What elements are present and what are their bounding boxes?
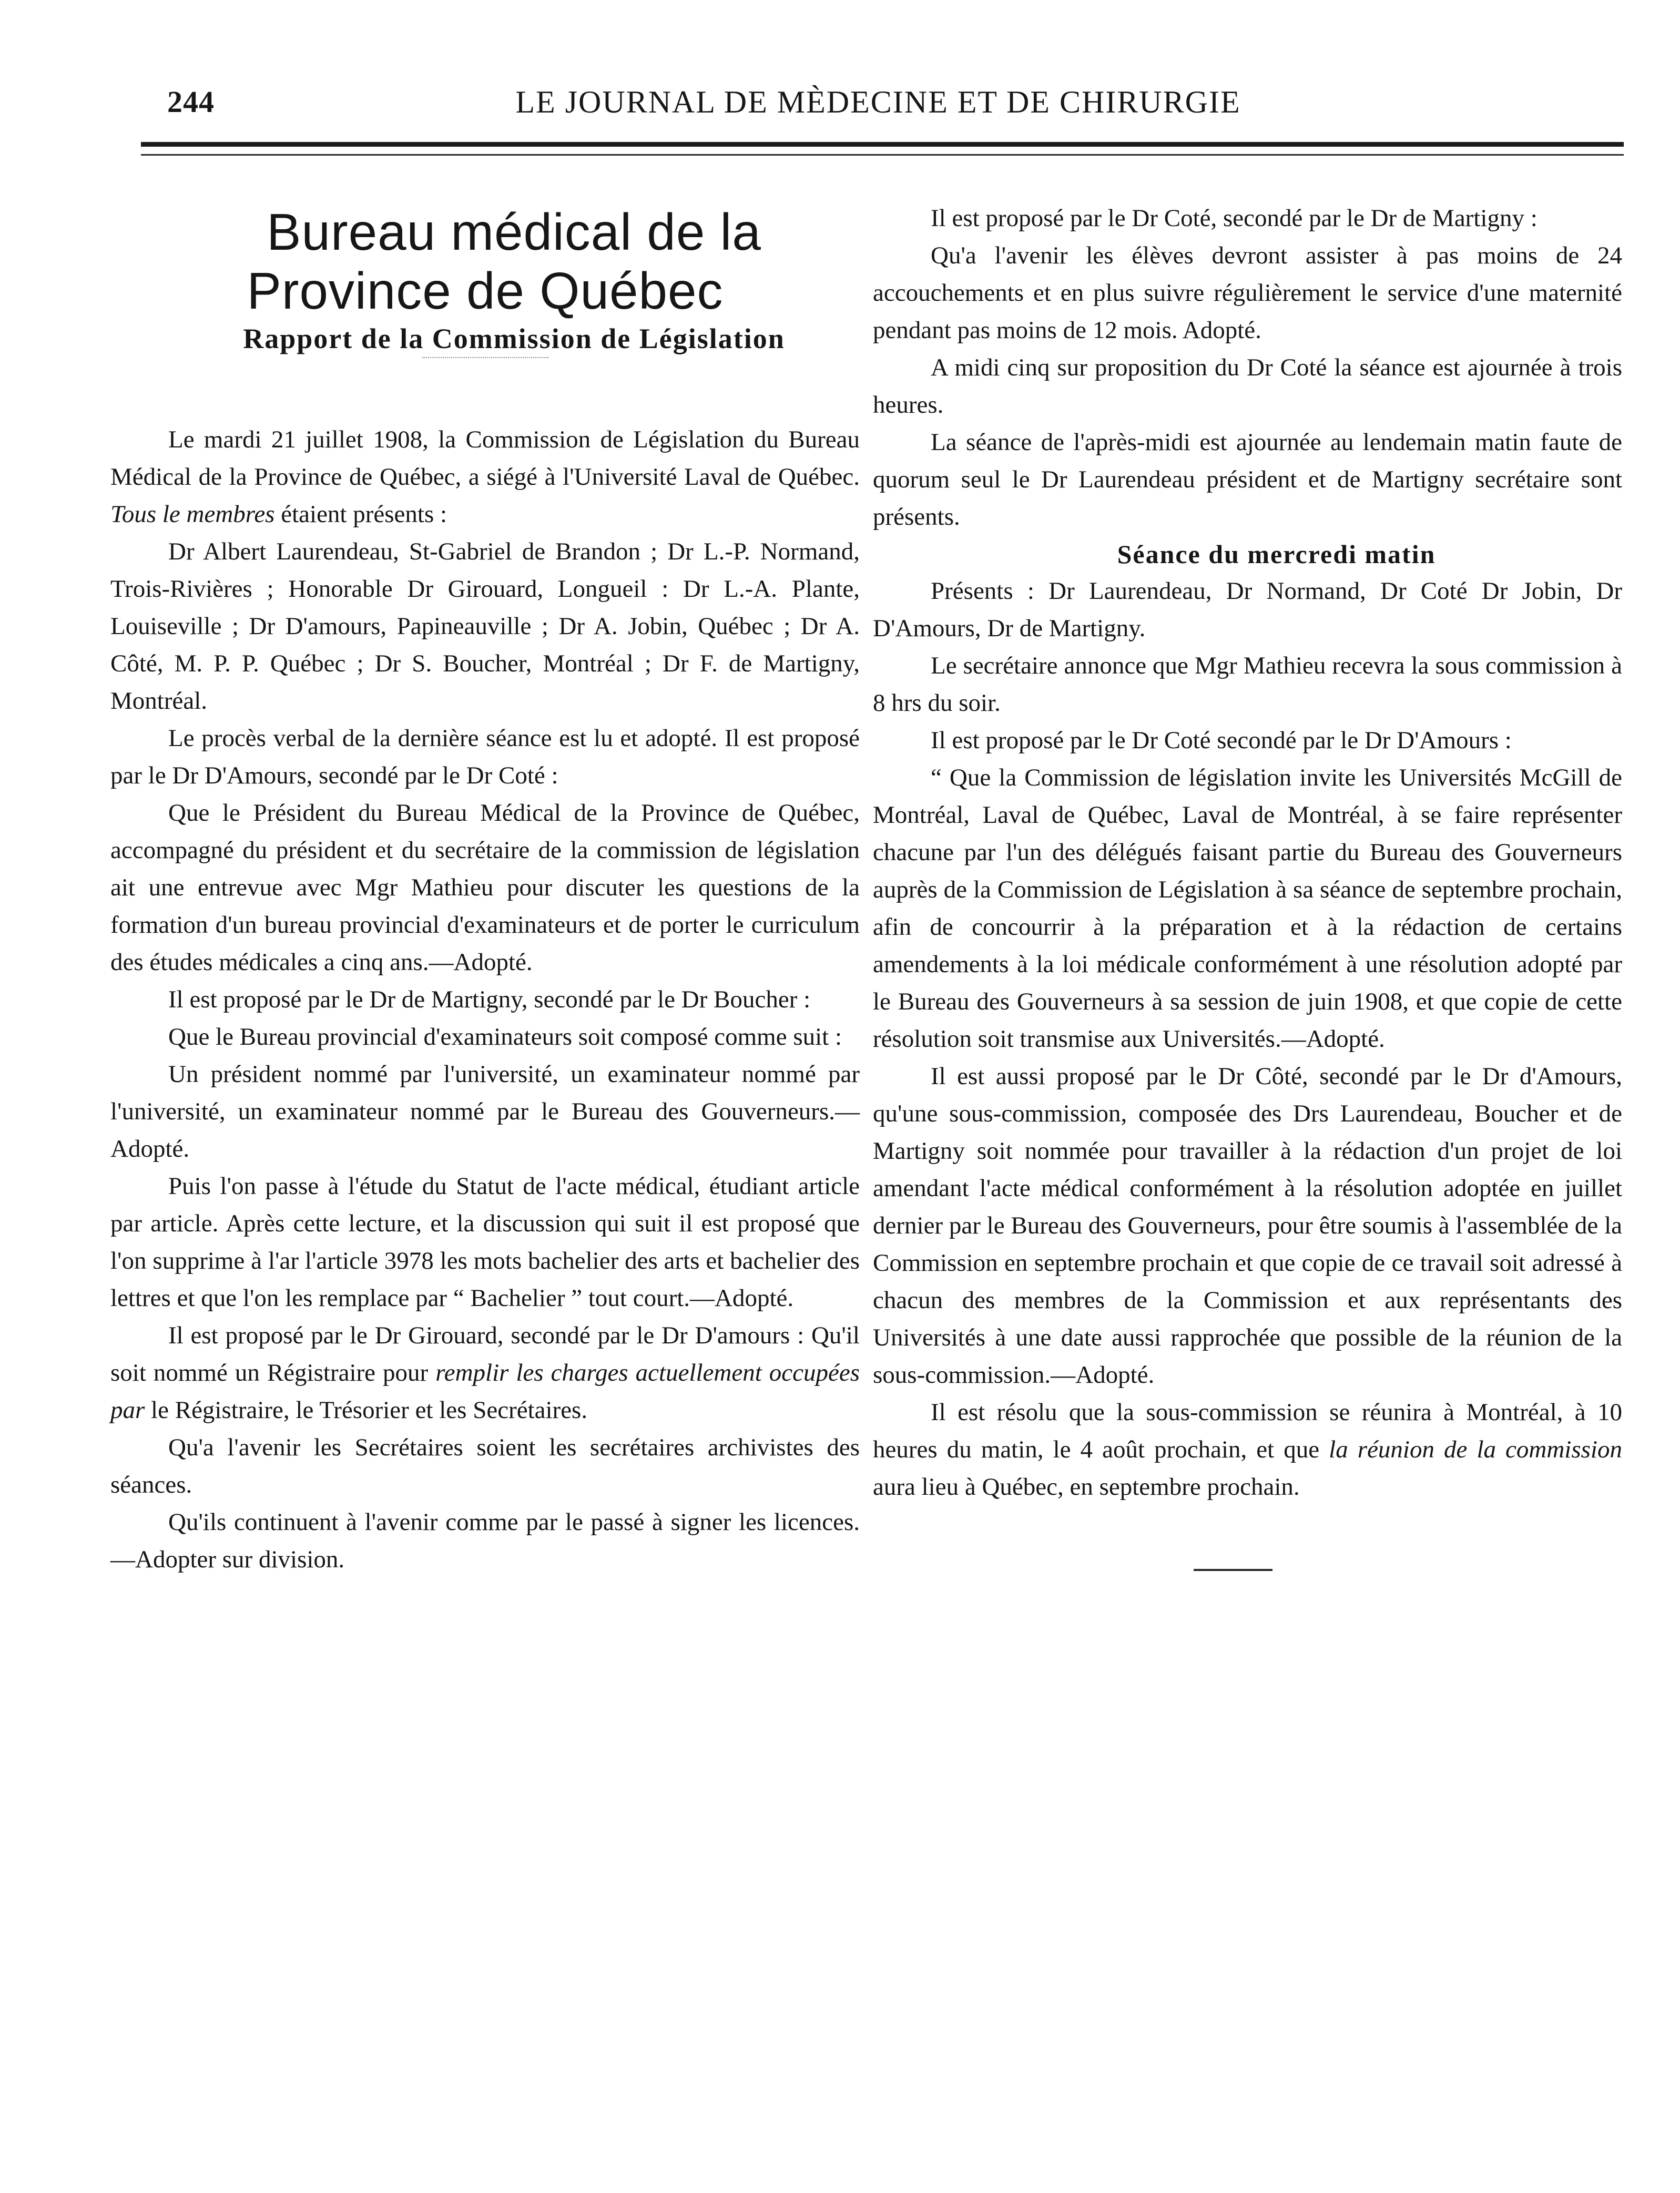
paragraph-present: Présents : Dr Laurendeau, Dr Normand, Dr Coté Dr Jobin, Dr D'Amours, Dr de Martigny. xyxy=(873,577,1622,642)
italic-phrase: remplir les charges actuellement occupées par xyxy=(110,1359,860,1424)
paragraph-proposal-cote: Il est proposé par le Dr Coté, secondé par le Dr de Martigny : xyxy=(931,205,1538,232)
italic-phrase: la réunion de la commission xyxy=(1329,1436,1622,1463)
paragraph-minutes: Le procès verbal de la dernière séance est lu et adopté. Il est proposé par le Dr D'Amours, secondé par le Dr Coté : xyxy=(110,725,860,789)
header-rule-thick xyxy=(141,142,1624,147)
page-number: 244 xyxy=(167,85,215,119)
subheading-wednesday: Séance du mercredi matin xyxy=(1117,539,1436,569)
paragraph-intro: Le mardi 21 juillet 1908, la Commission de Législation du Bureau Médical de la Province de Québec, a siégé à l'Université Laval de Québec. Tous le membres étaient présents : xyxy=(110,426,860,528)
paragraph-licences: Qu'ils continuent à l'avenir comme par le passé à signer les licences.—Adopter sur division. xyxy=(110,1508,860,1573)
paragraph-universities: “ Que la Commission de législation invite les Universités McGill de Montréal, Laval de Québec, Laval de Montréal, à se faire représenter chacune par l'un des délégués faisant partie du Bureau des Gouverneurs auprès de la Commission de Législation à sa séance de septembre prochain, afin de concourrir à la préparation et à la rédaction de certains amendements à la loi médicale conformément à une résolution adopté par le Bureau des Gouverneurs à sa session de juin 1908, et que copie de cette résolution soit transmise aux Universités.—Adopté. xyxy=(873,764,1622,1053)
paragraph-bureau-composition: Que le Bureau provincial d'examinateurs soit composé comme suit : xyxy=(168,1023,842,1050)
paragraph-proposal-damours: Il est proposé par le Dr Coté secondé par le Dr D'Amours : xyxy=(931,727,1512,754)
paragraph-meeting-date: Il est résolu que la sous-commission se réunira à Montréal, à 10 heures du matin, le 4 août prochain, et que la réunion de la commission aura lieu à Québec, en septembre prochain. xyxy=(873,1399,1622,1501)
paragraph-subcommission: Il est aussi proposé par le Dr Côté, secondé par le Dr d'Amours, qu'une sous-commission, composée des Drs Laurendeau, Boucher et de Martigny soit nommée pour travailler à la rédaction d'un projet de loi amendant l'acte médical conformément à la résolution adoptée en juillet dernier par le Bureau des Gouverneurs, pour être soumis à l'assemblée de la Commission en septembre prochain et que copie de ce travail soit adressé à chacun des membres de la Commission et aux représentants des Universités à une date aussi rapprochée que possible de la réunion de la sous-commission.—Adopté. xyxy=(873,1063,1622,1389)
paragraph-attendees: Dr Albert Laurendeau, St-Gabriel de Brandon ; Dr L.-P. Normand, Trois-Rivières ; Honorable Dr Girouard, Longueil : Dr L.-A. Plante, Louiseville ; Dr D'amours, Papineauville ; Dr A. Jobin, Québec ; Dr A. Côté, M. P. P. Québec ; Dr S. Boucher, Montréal ; Dr F. de Martigny, Montréal. xyxy=(110,538,860,715)
paragraph-adjourn-afternoon: La séance de l'après-midi est ajournée au lendemain matin faute de quorum seul le Dr Laurendeau président et de Martigny secrétaire sont présents. xyxy=(873,429,1622,531)
paragraph-secretaries: Qu'a l'avenir les Secrétaires soient les secrétaires archivistes des séances. xyxy=(110,1434,860,1498)
end-rule xyxy=(1194,1569,1272,1571)
paragraph-proposal-martigny: Il est proposé par le Dr de Martigny, secondé par le Dr Boucher : xyxy=(168,986,811,1013)
paragraph-examiners: Un président nommé par l'université, un examinateur nommé par l'université, un examinateur nommé par le Bureau des Gouverneurs.—Adopté. xyxy=(110,1060,860,1162)
italic-phrase: Tous le membres xyxy=(110,501,275,528)
header-rule-thin xyxy=(141,154,1624,156)
paragraph-statute-study: Puis l'on passe à l'étude du Statut de l'acte médical, étudiant article par article. Après cette lecture, et la discussion qui suit il est proposé que l'on supprime à l'ar l'article 3978 les mots bachelier des arts et bachelier des lettres et que l'on les remplace par “ Bachelier ” tout court.—Adopté. xyxy=(110,1172,860,1312)
article-title: Bureau médical de la Province de Québec xyxy=(247,203,761,320)
paragraph-accouchements: Qu'a l'avenir les élèves devront assister à pas moins de 24 accouchements et en plus suivre régulièrement le service d'une maternité pendant pas moins de 12 mois. Adopté. xyxy=(873,242,1622,344)
section-heading: Rapport de la Commission de Législation xyxy=(243,323,785,354)
paragraph-resolution-president: Que le Président du Bureau Médical de la Province de Québec, accompagné du président et du secrétaire de la commission de législation ait une entrevue avec Mgr Mathieu pour discuter les questions de la formation d'un bureau provincial d'examinateurs et de porter le curriculum des études médicales a cinq ans.—Adopté. xyxy=(110,799,860,976)
left-column xyxy=(110,202,860,1578)
paragraph-registrar: Il est proposé par le Dr Girouard, secondé par le Dr D'amours : Qu'il soit nommé un Régistraire pour remplir les charges actuellement occupées par le Régistraire, le Trésorier et les Secrétaires. xyxy=(110,1322,860,1424)
heading-dotted-rule xyxy=(422,357,548,358)
paragraph-adjourn-noon: A midi cinq sur proposition du Dr Coté la séance est ajournée à trois heures. xyxy=(873,354,1622,419)
paragraph-secretary-announce: Le secrétaire annonce que Mgr Mathieu recevra la sous commission à 8 hrs du soir. xyxy=(873,652,1622,717)
right-column xyxy=(873,200,1622,1571)
journal-title: LE JOURNAL DE MÈDECINE ET DE CHIRURGIE xyxy=(515,85,1241,119)
